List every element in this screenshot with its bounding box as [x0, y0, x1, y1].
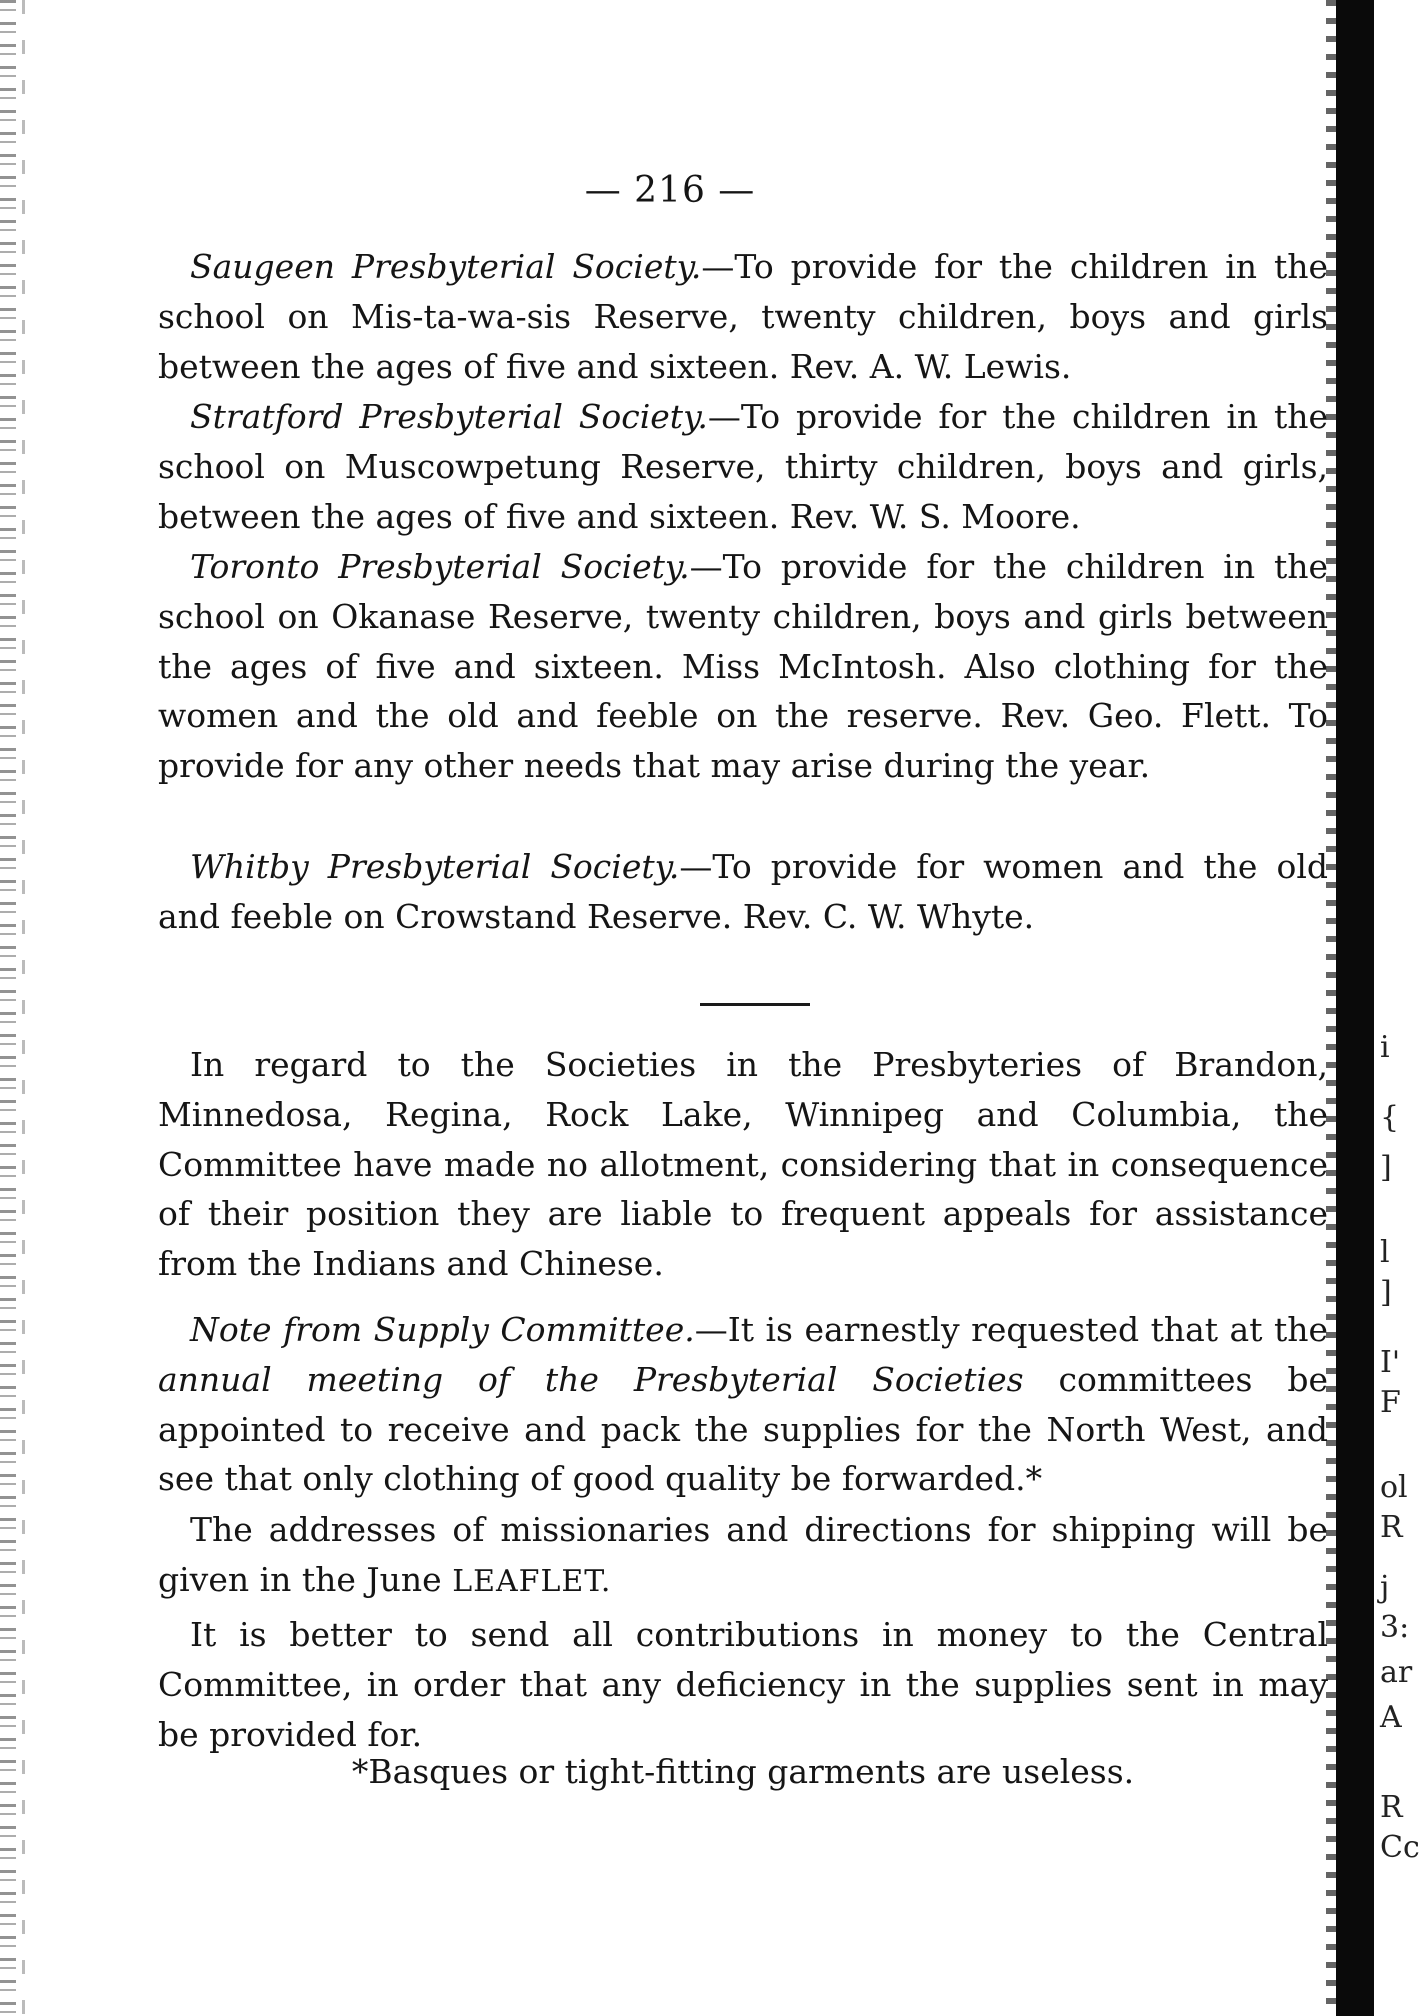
note-emphasis: annual meeting of the Presbyterial Societies — [158, 1359, 1024, 1399]
section-divider — [700, 1003, 810, 1006]
footnote: *Basques or tight-fitting garments are useless. — [351, 1752, 1135, 1791]
society-name: Whitby Presbyterial Society. — [190, 847, 680, 886]
society-text: —To provide for women and the old and feeble on Crowstand Reserve. Rev. C. W. Whyte. — [158, 847, 1328, 936]
scan-left-edge-line — [22, 0, 25, 2016]
fragment: ] — [1380, 1275, 1392, 1310]
society-text: —To provide for the children in the school on Mis-ta-wa-sis Reserve, twenty children, boys and girls between the ages of five and sixteen. Rev. A. W. Lewis. — [158, 247, 1329, 386]
society-toronto — [158, 542, 1328, 791]
fragment: 3: — [1380, 1610, 1410, 1645]
scan-left-edge — [0, 0, 16, 2016]
fragment: { — [1380, 1100, 1400, 1135]
fragment: ol — [1380, 1470, 1408, 1505]
note-text-after: committees be appointed to receive and pack the supplies for the North West, and see that only clothing of good quality be forwarded.* — [158, 1359, 1328, 1499]
fragment: R — [1380, 1790, 1403, 1825]
fragment: Cc — [1380, 1830, 1420, 1865]
society-saugeen — [158, 242, 1328, 391]
society-name: Saugeen Presbyterial Society. — [190, 247, 702, 286]
fragment: A — [1380, 1700, 1402, 1735]
fragment: l — [1380, 1235, 1390, 1270]
leaflet-word: LEAFLET. — [452, 1563, 612, 1599]
society-name: Stratford Presbyterial Society. — [190, 397, 708, 436]
fragment: R — [1380, 1510, 1403, 1545]
fragment: ] — [1380, 1150, 1392, 1185]
society-whitby — [158, 842, 1328, 942]
fragment: j — [1380, 1570, 1390, 1605]
society-text: —To provide for the children in the school on Okanase Reserve, twenty children, boys and girls between the ages of five and sixteen. Miss McIntosh. Also clothing for the women and the old and feeble on the reserve. Rev. Geo. Flett. To provide for any other needs that may arise during the year. — [158, 547, 1329, 786]
fragment: i — [1380, 1030, 1390, 1065]
note-text-before: —It is earnestly requested that at the — [694, 1310, 1328, 1349]
society-stratford — [158, 392, 1328, 541]
scan-binding-shadow — [1336, 0, 1374, 2016]
adjacent-page-fragments — [1380, 0, 1420, 2016]
addresses-text: The addresses of missionaries and directions for shipping will be given in the June — [158, 1510, 1328, 1599]
society-text: —To provide for the children in the school on Muscowpetung Reserve, thirty children, boys and girls, between the ages of five and sixteen. Rev. W. S. Moore. — [158, 397, 1328, 536]
supply-committee-note — [158, 1305, 1328, 1504]
fragment: ar — [1380, 1655, 1413, 1690]
regard-paragraph: In regard to the Societies in the Presbyteries of Brandon, Minnedosa, Regina, Rock Lake, Winnipeg and Columbia, the Committee have made no allotment, considering that in consequence of their position they are liable to frequent appeals for assistance from the Indians and Chinese. — [158, 1045, 1328, 1284]
fragment: F — [1380, 1385, 1401, 1420]
page-number: — 216 — — [584, 170, 756, 211]
contributions-paragraph: It is better to send all contributions in money to the Central Committee, in order that any deficiency in the supplies sent in may be provided for. — [158, 1615, 1328, 1754]
fragment: I' — [1380, 1345, 1401, 1380]
note-lead: Note from Supply Committee. — [190, 1310, 695, 1349]
society-name: Toronto Presbyterial Society. — [190, 547, 690, 586]
addresses-paragraph — [158, 1505, 1328, 1607]
